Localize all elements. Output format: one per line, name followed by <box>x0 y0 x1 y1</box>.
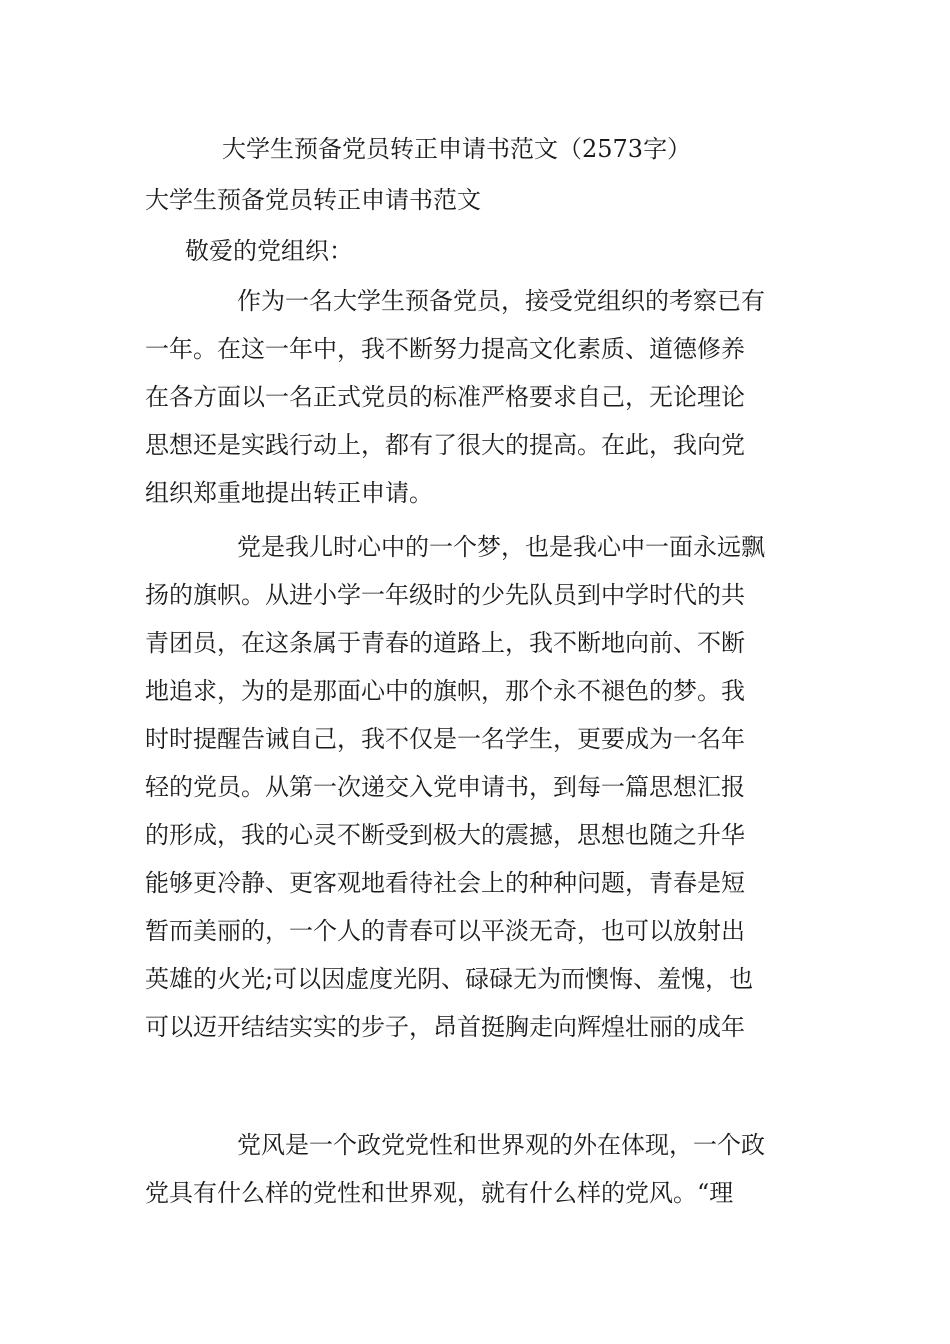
paragraph-1 <box>145 277 810 517</box>
paragraph-line: 一年。在这一年中，我不断努力提高文化素质、道德修养 <box>145 335 745 363</box>
salutation: 敬爱的党组织： <box>185 237 353 265</box>
paragraph-line: 党风是一个政党党性和世界观的外在体现，一个政 <box>237 1131 765 1159</box>
document-subtitle: 大学生预备党员转正申请书范文 <box>145 186 481 214</box>
paragraph-line: 组织郑重地提出转正申请。 <box>145 479 433 507</box>
paragraph-line: 英雄的火光;可以因虚度光阴、碌碌无为而懊悔、羞愧，也 <box>145 965 754 993</box>
paragraph-line: 青团员，在这条属于青春的道路上，我不断地向前、不断 <box>145 629 745 657</box>
paragraph-line: 的形成，我的心灵不断受到极大的震撼，思想也随之升华 <box>145 821 745 849</box>
paragraph-3 <box>145 1121 810 1217</box>
paragraph-line: 扬的旗帜。从进小学一年级时的少先队员到中学时代的共 <box>145 581 745 609</box>
paragraph-line: 时时提醒告诫自己，我不仅是一名学生，更要成为一名年 <box>145 725 745 753</box>
paragraph-line: 党具有什么样的党性和世界观，就有什么样的党风。“理 <box>145 1179 734 1207</box>
paragraph-line: 可以迈开结结实实的步子，昂首挺胸走向辉煌壮丽的成年 <box>145 1013 745 1041</box>
paragraph-line: 暂而美丽的，一个人的青春可以平淡无奇，也可以放射出 <box>145 917 745 945</box>
paragraph-line: 能够更冷静、更客观地看待社会上的种种问题，青春是短 <box>145 869 745 897</box>
paragraph-line: 作为一名大学生预备党员，接受党组织的考察已有 <box>237 287 765 315</box>
document-title: 大学生预备党员转正申请书范文（2573字） <box>222 135 692 163</box>
paragraph-line: 党是我儿时心中的一个梦，也是我心中一面永远飘 <box>237 533 765 561</box>
paragraph-line: 在各方面以一名正式党员的标准严格要求自己，无论理论 <box>145 383 745 411</box>
paragraph-line: 地追求，为的是那面心中的旗帜，那个永不褪色的梦。我 <box>145 677 745 705</box>
paragraph-line: 思想还是实践行动上，都有了很大的提高。在此，我向党 <box>145 431 745 459</box>
paragraph-2 <box>145 523 810 1051</box>
paragraph-line: 轻的党员。从第一次递交入党申请书，到每一篇思想汇报 <box>145 773 745 801</box>
